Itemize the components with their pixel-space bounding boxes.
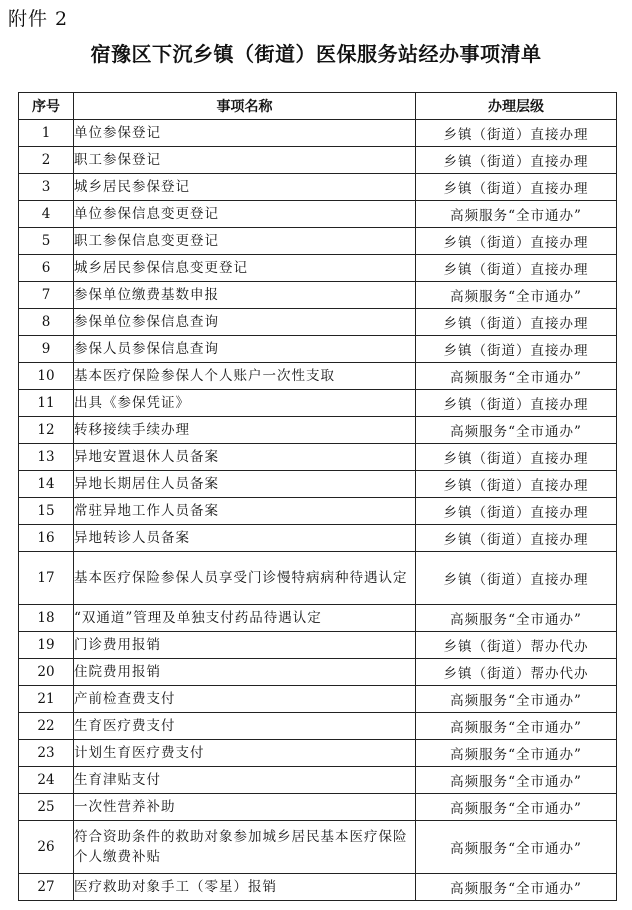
table-row: [19, 821, 617, 874]
row-handling-level: 高频服务“全市通办”: [416, 282, 617, 309]
row-number: 9: [19, 336, 74, 363]
row-item-name: 出具《参保凭证》: [74, 390, 416, 417]
row-number: 5: [19, 228, 74, 255]
row-handling-level: 高频服务“全市通办”: [416, 201, 617, 228]
table-row: [19, 228, 617, 255]
table-row: [19, 740, 617, 767]
row-item-name: 参保单位参保信息查询: [74, 309, 416, 336]
row-handling-level: 高频服务“全市通办”: [416, 794, 617, 821]
table-row: [19, 632, 617, 659]
table-row: [19, 390, 617, 417]
row-number: 25: [19, 794, 74, 821]
row-handling-level: 乡镇（街道）直接办理: [416, 552, 617, 605]
table-row: [19, 444, 617, 471]
row-item-name: 异地长期居住人员备案: [74, 471, 416, 498]
row-handling-level: 乡镇（街道）直接办理: [416, 444, 617, 471]
row-handling-level: 乡镇（街道）直接办理: [416, 471, 617, 498]
row-number: 21: [19, 686, 74, 713]
table-row: [19, 147, 617, 174]
row-handling-level: 乡镇（街道）直接办理: [416, 174, 617, 201]
row-number: 11: [19, 390, 74, 417]
row-item-name: 参保人员参保信息查询: [74, 336, 416, 363]
row-handling-level: 高频服务“全市通办”: [416, 740, 617, 767]
row-item-name: 计划生育医疗费支付: [74, 740, 416, 767]
row-handling-level: 乡镇（街道）直接办理: [416, 147, 617, 174]
row-item-name: 生育医疗费支付: [74, 713, 416, 740]
row-item-name: 生育津贴支付: [74, 767, 416, 794]
row-item-name: 一次性营养补助: [74, 794, 416, 821]
row-number: 12: [19, 417, 74, 444]
row-number: 7: [19, 282, 74, 309]
row-number: 19: [19, 632, 74, 659]
row-item-name: 住院费用报销: [74, 659, 416, 686]
row-number: 22: [19, 713, 74, 740]
row-handling-level: 乡镇（街道）帮办代办: [416, 632, 617, 659]
row-handling-level: 高频服务“全市通办”: [416, 713, 617, 740]
table-row: [19, 525, 617, 552]
table-row: [19, 471, 617, 498]
row-item-name: 符合资助条件的救助对象参加城乡居民基本医疗保险个人缴费补贴: [74, 821, 416, 874]
table-row: [19, 363, 617, 390]
row-number: 6: [19, 255, 74, 282]
table-row: [19, 659, 617, 686]
row-number: 27: [19, 874, 74, 901]
table-row: [19, 794, 617, 821]
row-item-name: 异地转诊人员备案: [74, 525, 416, 552]
row-item-name: 城乡居民参保登记: [74, 174, 416, 201]
row-handling-level: 高频服务“全市通办”: [416, 767, 617, 794]
row-item-name: “双通道”管理及单独支付药品待遇认定: [74, 605, 416, 632]
header-number: 序号: [19, 93, 74, 120]
row-number: 24: [19, 767, 74, 794]
row-handling-level: 高频服务“全市通办”: [416, 363, 617, 390]
table-row: [19, 605, 617, 632]
row-item-name: 常驻异地工作人员备案: [74, 498, 416, 525]
row-item-name: 职工参保登记: [74, 147, 416, 174]
table-row: [19, 174, 617, 201]
row-handling-level: 乡镇（街道）直接办理: [416, 390, 617, 417]
header-item-name: 事项名称: [74, 93, 416, 120]
table-row: [19, 336, 617, 363]
row-number: 18: [19, 605, 74, 632]
row-number: 14: [19, 471, 74, 498]
table-row: [19, 767, 617, 794]
row-handling-level: 乡镇（街道）直接办理: [416, 120, 617, 147]
table-row: [19, 552, 617, 605]
table-row: [19, 309, 617, 336]
row-handling-level: 乡镇（街道）帮办代办: [416, 659, 617, 686]
row-item-name: 职工参保信息变更登记: [74, 228, 416, 255]
row-item-name: 产前检查费支付: [74, 686, 416, 713]
table-header-row: [19, 93, 617, 120]
table-row: [19, 282, 617, 309]
row-handling-level: 乡镇（街道）直接办理: [416, 525, 617, 552]
row-item-name: 医疗救助对象手工（零星）报销: [74, 874, 416, 901]
row-handling-level: 高频服务“全市通办”: [416, 686, 617, 713]
row-handling-level: 乡镇（街道）直接办理: [416, 255, 617, 282]
table-row: [19, 120, 617, 147]
row-handling-level: 乡镇（街道）直接办理: [416, 309, 617, 336]
table-row: [19, 686, 617, 713]
table-row: [19, 417, 617, 444]
row-number: 8: [19, 309, 74, 336]
row-handling-level: 高频服务“全市通办”: [416, 605, 617, 632]
row-number: 10: [19, 363, 74, 390]
table-row: [19, 255, 617, 282]
row-number: 1: [19, 120, 74, 147]
row-number: 4: [19, 201, 74, 228]
row-item-name: 基本医疗保险参保人个人账户一次性支取: [74, 363, 416, 390]
row-handling-level: 高频服务“全市通办”: [416, 417, 617, 444]
row-number: 13: [19, 444, 74, 471]
row-number: 20: [19, 659, 74, 686]
row-item-name: 异地安置退休人员备案: [74, 444, 416, 471]
row-handling-level: 乡镇（街道）直接办理: [416, 498, 617, 525]
table-row: [19, 713, 617, 740]
attachment-label: 附件 2: [8, 8, 69, 30]
row-item-name: 城乡居民参保信息变更登记: [74, 255, 416, 282]
row-number: 26: [19, 821, 74, 874]
row-item-name: 单位参保信息变更登记: [74, 201, 416, 228]
row-number: 17: [19, 552, 74, 605]
table-row: [19, 874, 617, 901]
row-number: 2: [19, 147, 74, 174]
row-item-name: 转移接续手续办理: [74, 417, 416, 444]
row-handling-level: 高频服务“全市通办”: [416, 821, 617, 874]
row-number: 23: [19, 740, 74, 767]
row-item-name: 单位参保登记: [74, 120, 416, 147]
table-row: [19, 498, 617, 525]
row-number: 15: [19, 498, 74, 525]
page-title: 宿豫区下沉乡镇（街道）医保服务站经办事项清单: [90, 42, 542, 66]
table-row: [19, 201, 617, 228]
service-items-table: [18, 92, 617, 901]
row-item-name: 参保单位缴费基数申报: [74, 282, 416, 309]
row-number: 16: [19, 525, 74, 552]
row-handling-level: 高频服务“全市通办”: [416, 874, 617, 901]
header-handling-level: 办理层级: [416, 93, 617, 120]
row-item-name: 基本医疗保险参保人员享受门诊慢特病病种待遇认定: [74, 552, 416, 605]
row-handling-level: 乡镇（街道）直接办理: [416, 228, 617, 255]
row-number: 3: [19, 174, 74, 201]
row-item-name: 门诊费用报销: [74, 632, 416, 659]
row-handling-level: 乡镇（街道）直接办理: [416, 336, 617, 363]
